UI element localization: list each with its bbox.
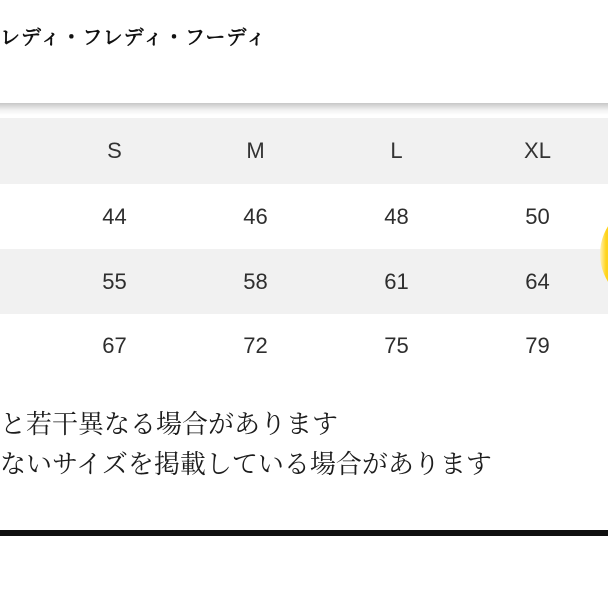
table-cell: 72 bbox=[243, 333, 268, 358]
size-table-header-row bbox=[0, 118, 608, 184]
table-cell: 79 bbox=[525, 333, 550, 358]
table-cell: 67 bbox=[102, 333, 127, 358]
table-cell: 64 bbox=[525, 268, 550, 294]
table-row bbox=[0, 249, 608, 314]
table-cell: 58 bbox=[243, 268, 268, 294]
size-col-m: M bbox=[246, 138, 265, 163]
table-cell: 61 bbox=[384, 268, 409, 294]
table-cell: 75 bbox=[384, 333, 409, 358]
size-col-xl: XL bbox=[524, 138, 551, 163]
table-row bbox=[0, 184, 608, 249]
size-chart-table bbox=[0, 118, 608, 378]
table-cell: 48 bbox=[384, 203, 409, 229]
page-title: レディ・フレディ・フーディ bbox=[0, 27, 267, 49]
size-col-l: L bbox=[390, 138, 403, 163]
section-divider bbox=[0, 530, 608, 536]
size-col-s: S bbox=[107, 138, 122, 163]
section-shadow-divider bbox=[0, 103, 608, 115]
size-note-line-2: ないサイズを掲載している場合があります bbox=[0, 449, 492, 479]
table-cell: 46 bbox=[243, 203, 268, 229]
size-note-line-1: と若干異なる場合があります bbox=[0, 409, 339, 439]
table-cell: 44 bbox=[102, 203, 127, 229]
table-cell: 50 bbox=[525, 203, 550, 229]
table-cell: 55 bbox=[102, 268, 127, 294]
table-row bbox=[0, 314, 608, 378]
